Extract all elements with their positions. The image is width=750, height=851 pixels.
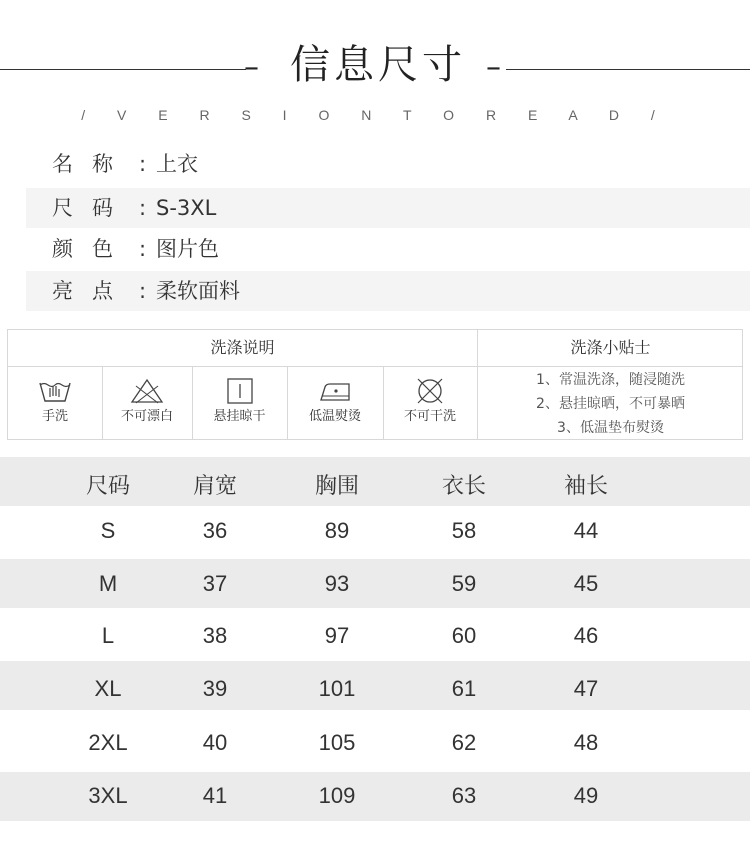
table-cell: 105 [318, 730, 356, 755]
table-cell: 97 [324, 623, 350, 648]
table-cell: 93 [324, 571, 350, 596]
info-value: S-3XL [156, 196, 217, 220]
wash-header-rule [477, 366, 742, 367]
table-header-row [0, 457, 750, 506]
table-cell: 37 [202, 571, 228, 596]
table-cell: XL [94, 676, 122, 701]
table-cell: 89 [324, 518, 350, 543]
table-cell: 45 [573, 571, 599, 596]
info-colon: : [139, 237, 147, 261]
info-row-name [26, 144, 750, 184]
info-value: 上衣 [156, 152, 198, 176]
info-colon: : [139, 279, 147, 303]
wash-item-label: 悬挂晾干 [213, 409, 266, 424]
table-cell: 38 [202, 623, 228, 648]
table-row [0, 710, 750, 772]
table-header-cell: 袖长 [563, 473, 608, 498]
table-cell: 2XL [88, 730, 128, 755]
table-cell: 59 [451, 571, 477, 596]
table-cell: 49 [573, 783, 599, 808]
info-colon: : [139, 196, 147, 220]
info-label: 尺码 [52, 196, 132, 220]
page-subtitle: / V E R S I O N T O R E A D / [81, 107, 669, 123]
table-cell: 3XL [88, 783, 128, 808]
table-cell: 46 [573, 623, 599, 648]
table-header-cell: 衣长 [441, 473, 486, 498]
wash-item-low-iron [287, 367, 383, 439]
wash-tips-list [478, 368, 743, 440]
info-value: 柔软面料 [156, 279, 240, 303]
table-row [0, 608, 750, 661]
header-dash-right: – [486, 50, 501, 85]
table-cell: 48 [573, 730, 599, 755]
hang-dry-icon [223, 377, 257, 405]
info-label: 名称 [52, 152, 132, 176]
table-cell: 39 [202, 676, 228, 701]
header-rule-right [506, 69, 750, 70]
table-cell: S [100, 518, 116, 543]
table-cell: 36 [202, 518, 228, 543]
no-bleach-icon [130, 377, 164, 405]
table-cell: 109 [318, 783, 356, 808]
wash-tip: 3、低温垫布熨烫 [557, 420, 664, 436]
info-row-color [26, 229, 750, 269]
info-row-highlight [26, 271, 750, 311]
hand-wash-icon [38, 377, 72, 405]
table-cell: 101 [318, 676, 356, 701]
table-row [0, 559, 750, 608]
table-cell: 44 [573, 518, 599, 543]
wash-care-table [7, 329, 743, 440]
info-label: 颜色 [52, 237, 132, 261]
table-cell: 60 [451, 623, 477, 648]
info-label: 亮点 [52, 279, 132, 303]
wash-tip: 1、常温洗涤，随浸随洗 [536, 372, 685, 388]
table-cell: 58 [451, 518, 477, 543]
table-cell: 63 [451, 783, 477, 808]
wash-item-no-bleach [102, 367, 192, 439]
wash-item-label: 手洗 [41, 409, 68, 424]
table-header-cell: 胸围 [314, 473, 359, 498]
wash-item-label: 不可干洗 [403, 409, 456, 424]
info-colon: : [139, 152, 147, 176]
wash-item-no-dry-clean [383, 367, 477, 439]
wash-instructions-title: 洗涤说明 [210, 338, 275, 357]
wash-tips-title: 洗涤小贴士 [570, 338, 651, 357]
header-rule-left [0, 69, 246, 70]
header-dash-left: – [244, 50, 259, 85]
wash-item-hang-dry [192, 367, 287, 439]
table-cell: L [101, 623, 115, 648]
info-value: 图片色 [156, 237, 219, 261]
wash-tip: 2、悬挂晾晒，不可暴晒 [536, 396, 685, 412]
table-header-cell: 尺码 [85, 473, 130, 498]
wash-item-label: 低温熨烫 [308, 409, 361, 424]
table-row [0, 506, 750, 559]
wash-item-hand-wash [8, 367, 102, 439]
table-cell: 61 [451, 676, 477, 701]
no-dry-clean-icon [413, 377, 447, 405]
table-row [0, 661, 750, 710]
table-cell: 62 [451, 730, 477, 755]
table-header-cell: 肩宽 [192, 473, 237, 498]
wash-item-label: 不可漂白 [120, 409, 173, 424]
table-row [0, 772, 750, 821]
table-cell: M [98, 571, 118, 596]
page-title: 信息尺寸 [290, 42, 466, 88]
low-iron-icon [318, 377, 352, 405]
info-row-size [26, 188, 750, 228]
table-cell: 40 [202, 730, 228, 755]
table-cell: 41 [202, 783, 228, 808]
table-cell: 47 [573, 676, 599, 701]
